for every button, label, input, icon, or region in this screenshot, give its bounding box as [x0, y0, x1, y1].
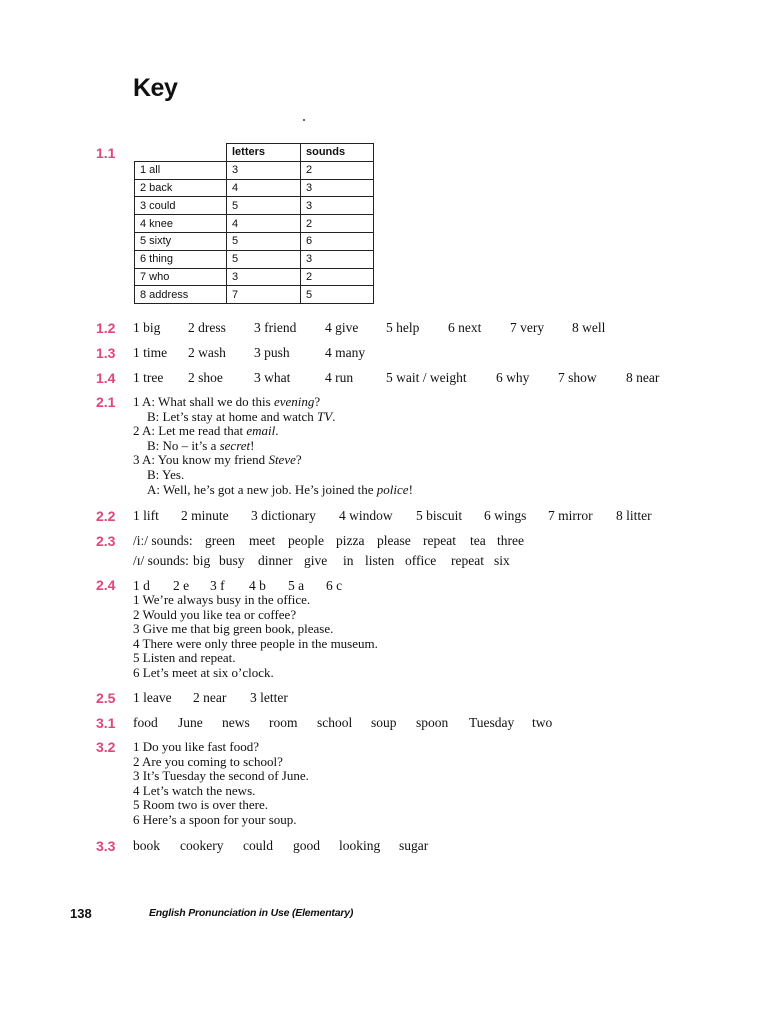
match-item: 5 a	[288, 578, 305, 593]
dialogue-line: 2 A: Let me read that email.	[133, 423, 279, 439]
answer-item: 4 run	[325, 370, 354, 385]
answer-item: looking	[339, 838, 381, 853]
table-row	[135, 161, 374, 179]
sound-word: six	[494, 553, 510, 568]
answer-item: 3 letter	[250, 690, 288, 705]
sound-word: green	[205, 533, 235, 548]
answer-item: book	[133, 838, 160, 853]
match-item: 2 e	[173, 578, 190, 593]
section-number-1-3: 1.3	[96, 345, 116, 361]
answer-item: sugar	[399, 838, 429, 853]
table-row	[135, 215, 374, 233]
answer-item: two	[532, 715, 553, 730]
section-number-2-4: 2.4	[96, 577, 116, 593]
answer-item: 6 why	[496, 370, 530, 385]
sound-word: dinner	[258, 553, 293, 568]
match-item: 3 f	[210, 578, 225, 593]
dialogue-line: 1 A: What shall we do this evening?	[133, 394, 321, 409]
sentence-line: 3 Give me that big green book, please.	[133, 621, 334, 637]
table-cell-word: 8 address	[135, 286, 227, 304]
table-header-row	[135, 144, 374, 162]
table-cell-letters: 3	[227, 268, 301, 286]
answer-item: 8 near	[626, 370, 660, 385]
table-cell-word: 6 thing	[135, 250, 227, 268]
table-cell-letters: 5	[227, 250, 301, 268]
table-row	[135, 197, 374, 215]
answer-item: Tuesday	[469, 715, 515, 730]
dialogue-line: A: Well, he’s got a new job. He’s joined the police!	[147, 481, 413, 497]
answer-item: 5 help	[386, 320, 420, 335]
answer-item: 5 wait / weight	[386, 370, 467, 385]
sound-word: three	[497, 533, 524, 548]
answer-item: news	[222, 715, 250, 730]
table-cell-sounds: 5	[301, 286, 374, 304]
stray-dot	[303, 119, 305, 121]
sentence-line: 2 Are you coming to school?	[133, 753, 283, 769]
answer-item: 7 show	[558, 370, 597, 385]
sentence-line: 6 Let’s meet at six o’clock.	[133, 664, 274, 680]
sentences-block-3-2	[133, 740, 309, 828]
section-number-2-2: 2.2	[96, 508, 116, 524]
answer-item: 2 wash	[188, 345, 226, 360]
section-number-1-1: 1.1	[96, 145, 116, 161]
table-cell-letters: 3	[227, 161, 301, 179]
sound-label-long-i: /iː/ sounds:	[133, 533, 193, 548]
section-number-1-2: 1.2	[96, 320, 116, 336]
sound-word: listen	[365, 553, 395, 568]
answer-item: 3 dictionary	[251, 508, 316, 523]
sound-word: give	[304, 553, 328, 568]
letters-sounds-table	[134, 143, 374, 304]
sound-word: repeat	[451, 553, 484, 568]
answer-item: 3 push	[254, 345, 290, 360]
section-number-3-2: 3.2	[96, 739, 116, 755]
answer-item: 8 well	[572, 320, 606, 335]
table-cell-word: 2 back	[135, 179, 227, 197]
answer-item: 4 give	[325, 320, 359, 335]
table-cell-sounds: 3	[301, 197, 374, 215]
sentence-line: 1 We’re always busy in the office.	[133, 592, 311, 607]
answer-item: 1 time	[133, 345, 168, 360]
answer-item: 6 wings	[484, 508, 527, 523]
sound-word: please	[377, 533, 411, 548]
table-cell-word: 1 all	[135, 161, 227, 179]
section-number-3-3: 3.3	[96, 838, 116, 854]
answer-item: 6 next	[448, 320, 482, 335]
answer-item: 2 near	[193, 690, 227, 705]
table-cell-word: 3 could	[135, 197, 227, 215]
section-number-3-1: 3.1	[96, 715, 116, 731]
table-cell-word: 7 who	[135, 268, 227, 286]
sound-word: meet	[249, 533, 276, 548]
answer-item: 4 many	[325, 345, 366, 360]
table-cell-sounds: 6	[301, 232, 374, 250]
answer-item: 4 window	[339, 508, 393, 523]
sentence-line: 5 Room two is over there.	[133, 797, 269, 813]
sound-word: busy	[219, 553, 245, 568]
answer-item: spoon	[416, 715, 449, 730]
answer-item: 1 leave	[133, 690, 172, 705]
match-item: 4 b	[249, 578, 266, 593]
section-number-1-4: 1.4	[96, 370, 116, 386]
answer-item: 2 minute	[181, 508, 229, 523]
table-cell-sounds: 3	[301, 250, 374, 268]
sentence-line: 6 Here’s a spoon for your soup.	[133, 811, 297, 827]
answer-item: school	[317, 715, 353, 730]
sentence-line: 5 Listen and repeat.	[133, 650, 236, 666]
answer-item: soup	[371, 715, 397, 730]
dialogue-line: B: Let’s stay at home and watch TV.	[147, 408, 336, 424]
answer-item: 2 shoe	[188, 370, 223, 385]
dialogue-block-2-1	[133, 395, 413, 497]
answer-item: 1 tree	[133, 370, 164, 385]
answer-item: 5 biscuit	[416, 508, 463, 523]
table-cell-sounds: 2	[301, 161, 374, 179]
table-cell-word: 4 knee	[135, 215, 227, 233]
sound-word: in	[343, 553, 354, 568]
sound-word: pizza	[336, 533, 365, 548]
table-row	[135, 179, 374, 197]
answer-item: could	[243, 838, 273, 853]
table-cell-sounds: 2	[301, 215, 374, 233]
table-cell-sounds: 2	[301, 268, 374, 286]
match-item: 1 d	[133, 578, 150, 593]
sentence-line: 2 Would you like tea or coffee?	[133, 606, 297, 622]
answer-item: 1 big	[133, 320, 161, 335]
answer-item: room	[269, 715, 298, 730]
answer-item: 7 mirror	[548, 508, 593, 523]
table-row	[135, 250, 374, 268]
answer-item: cookery	[180, 838, 224, 853]
book-title: English Pronunciation in Use (Elementary)	[149, 907, 354, 919]
answer-item: good	[293, 838, 320, 853]
table-cell-word: 5 sixty	[135, 232, 227, 250]
section-number-2-5: 2.5	[96, 690, 116, 706]
table-header-sounds: sounds	[301, 144, 374, 162]
sound-word: repeat	[423, 533, 456, 548]
table-row	[135, 268, 374, 286]
sound-label-short-i: /ɪ/ sounds:	[133, 553, 189, 568]
answer-item: 1 lift	[133, 508, 159, 523]
dialogue-line: 3 A: You know my friend Steve?	[133, 452, 302, 468]
table-cell-sounds: 3	[301, 179, 374, 197]
table-cell-letters: 5	[227, 232, 301, 250]
page-number: 138	[70, 906, 92, 921]
table-cell-letters: 7	[227, 286, 301, 304]
table-header-letters: letters	[227, 144, 301, 162]
table-row	[135, 232, 374, 250]
table-cell-letters: 4	[227, 215, 301, 233]
sound-word: big	[193, 553, 211, 568]
section-number-2-1: 2.1	[96, 394, 116, 410]
answer-item: 3 friend	[254, 320, 297, 335]
answer-item: 7 very	[510, 320, 545, 335]
answer-item: 2 dress	[188, 320, 226, 335]
sound-word: tea	[470, 533, 486, 548]
section-number-2-3: 2.3	[96, 533, 116, 549]
match-item: 6 c	[326, 578, 343, 593]
sound-word: office	[405, 553, 437, 568]
table-cell-letters: 4	[227, 179, 301, 197]
answer-item: 8 litter	[616, 508, 652, 523]
sentence-line: 4 There were only three people in the museum.	[133, 635, 378, 651]
answer-item: food	[133, 715, 158, 730]
answer-item: June	[178, 715, 203, 730]
table-cell-letters: 5	[227, 197, 301, 215]
dialogue-line: B: Yes.	[147, 466, 185, 482]
sentence-line: 3 It’s Tuesday the second of June.	[133, 768, 309, 784]
sound-word: people	[288, 533, 324, 548]
page-title: Key	[133, 74, 178, 102]
table-row	[135, 286, 374, 304]
sentences-block-2-4	[133, 593, 378, 681]
answer-item: 3 what	[254, 370, 291, 385]
sentence-line: 1 Do you like fast food?	[133, 739, 260, 754]
table-header-blank	[135, 144, 227, 162]
dialogue-line: B: No – it’s a secret!	[147, 437, 255, 453]
sentence-line: 4 Let’s watch the news.	[133, 782, 256, 798]
